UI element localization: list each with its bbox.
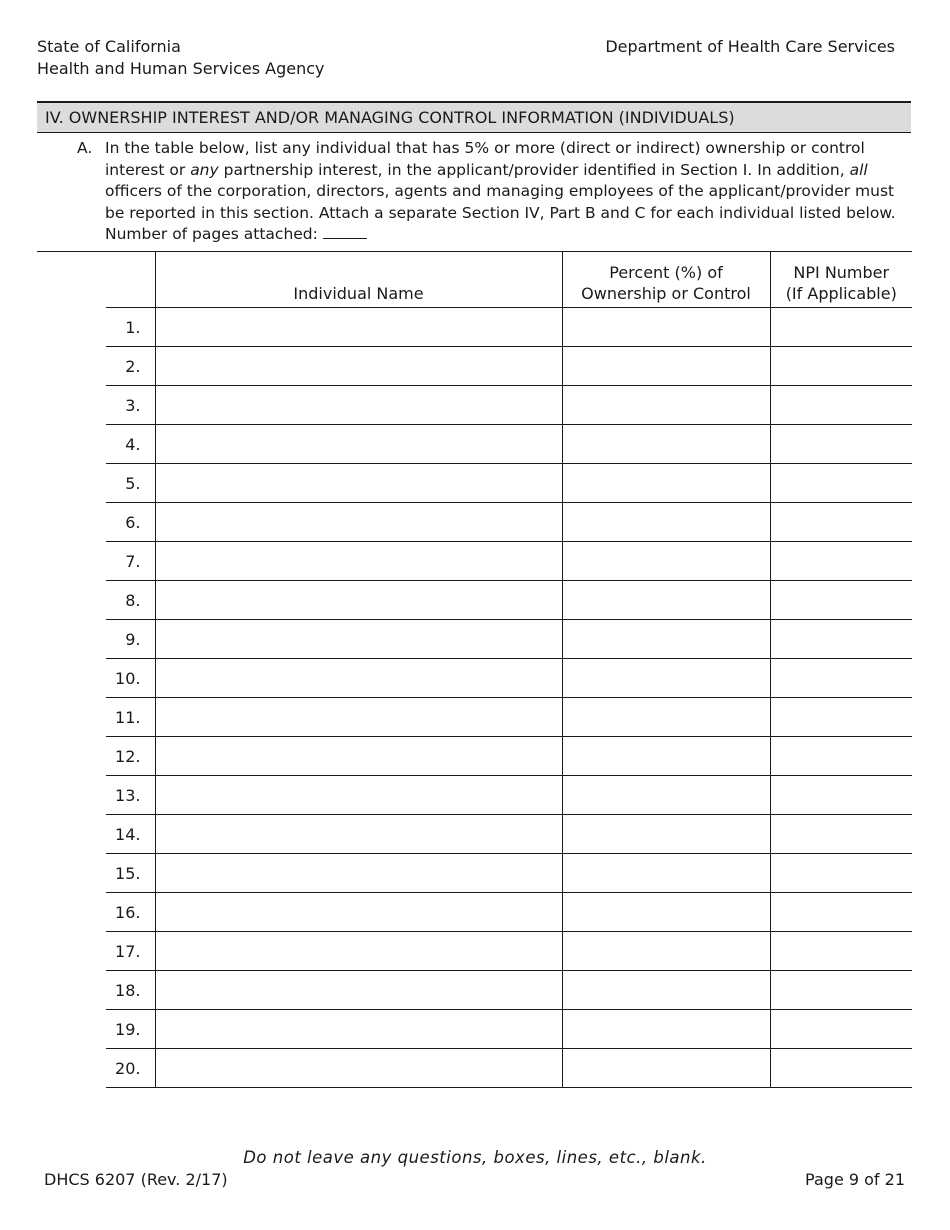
state-name: State of California bbox=[37, 37, 181, 56]
percent-ownership-cell[interactable] bbox=[562, 308, 770, 347]
footer-warning: Do not leave any questions, boxes, lines, etc., blank. bbox=[243, 1148, 707, 1167]
npi-number-cell[interactable] bbox=[770, 776, 912, 815]
npi-number-cell[interactable] bbox=[770, 737, 912, 776]
department-name: Department of Health Care Services bbox=[605, 37, 895, 56]
instruction-emphasis-all: all bbox=[849, 160, 868, 179]
percent-ownership-cell[interactable] bbox=[562, 620, 770, 659]
percent-ownership-cell[interactable] bbox=[562, 815, 770, 854]
percent-header-line1: Percent (%) of bbox=[609, 263, 723, 282]
row-number: 8. bbox=[106, 581, 155, 620]
pages-attached-field[interactable] bbox=[323, 238, 367, 239]
row-number: 16. bbox=[106, 893, 155, 932]
npi-number-cell[interactable] bbox=[770, 308, 912, 347]
individual-name-cell[interactable] bbox=[155, 542, 562, 581]
percent-ownership-cell[interactable] bbox=[562, 893, 770, 932]
row-number: 3. bbox=[106, 386, 155, 425]
percent-ownership-cell[interactable] bbox=[562, 503, 770, 542]
percent-ownership-cell[interactable] bbox=[562, 776, 770, 815]
row-number: 12. bbox=[106, 737, 155, 776]
individual-name-cell[interactable] bbox=[155, 737, 562, 776]
table-row bbox=[106, 581, 912, 620]
percent-ownership-cell[interactable] bbox=[562, 1049, 770, 1088]
row-number: 5. bbox=[106, 464, 155, 503]
percent-ownership-header bbox=[562, 252, 770, 308]
instruction-text-part1: In the table below, list any individual that has 5% or more (direct or indirect) ownership or control interest or bbox=[105, 139, 865, 179]
table-row bbox=[106, 737, 912, 776]
table-row bbox=[106, 425, 912, 464]
table-row bbox=[106, 776, 912, 815]
percent-ownership-cell[interactable] bbox=[562, 737, 770, 776]
individual-name-cell[interactable] bbox=[155, 581, 562, 620]
percent-ownership-cell[interactable] bbox=[562, 659, 770, 698]
table-row bbox=[106, 464, 912, 503]
form-id: DHCS 6207 (Rev. 2/17) bbox=[44, 1170, 228, 1189]
individual-name-header: Individual Name bbox=[155, 252, 562, 308]
ownership-table bbox=[106, 251, 912, 1088]
npi-number-cell[interactable] bbox=[770, 971, 912, 1010]
individual-name-cell[interactable] bbox=[155, 425, 562, 464]
page-number: Page 9 of 21 bbox=[805, 1170, 905, 1189]
instruction-text-part2: partnership interest, in the applicant/provider identified in Section I. In addition, bbox=[218, 160, 850, 179]
agency-header bbox=[37, 36, 325, 80]
npi-number-cell[interactable] bbox=[770, 932, 912, 971]
npi-number-cell[interactable] bbox=[770, 815, 912, 854]
instruction-text bbox=[105, 138, 912, 246]
individual-name-cell[interactable] bbox=[155, 1049, 562, 1088]
individual-name-cell[interactable] bbox=[155, 659, 562, 698]
npi-number-cell[interactable] bbox=[770, 698, 912, 737]
npi-header-line2: (If Applicable) bbox=[785, 284, 897, 303]
row-number: 15. bbox=[106, 854, 155, 893]
individual-name-cell[interactable] bbox=[155, 932, 562, 971]
row-number: 14. bbox=[106, 815, 155, 854]
npi-number-cell[interactable] bbox=[770, 659, 912, 698]
individual-name-cell[interactable] bbox=[155, 620, 562, 659]
row-number: 9. bbox=[106, 620, 155, 659]
percent-ownership-cell[interactable] bbox=[562, 542, 770, 581]
table-row bbox=[106, 893, 912, 932]
table-row bbox=[106, 542, 912, 581]
table-row bbox=[106, 503, 912, 542]
row-number-header bbox=[106, 252, 155, 308]
table-row bbox=[106, 1010, 912, 1049]
npi-number-cell[interactable] bbox=[770, 503, 912, 542]
npi-header-line1: NPI Number bbox=[793, 263, 890, 282]
npi-number-cell[interactable] bbox=[770, 386, 912, 425]
individual-name-cell[interactable] bbox=[155, 776, 562, 815]
individual-name-cell[interactable] bbox=[155, 347, 562, 386]
row-number: 18. bbox=[106, 971, 155, 1010]
individual-name-cell[interactable] bbox=[155, 971, 562, 1010]
table-row bbox=[106, 971, 912, 1010]
individual-name-cell[interactable] bbox=[155, 386, 562, 425]
table-row bbox=[106, 854, 912, 893]
table-row bbox=[106, 698, 912, 737]
npi-number-cell[interactable] bbox=[770, 1049, 912, 1088]
npi-number-cell[interactable] bbox=[770, 893, 912, 932]
percent-ownership-cell[interactable] bbox=[562, 347, 770, 386]
table-row bbox=[106, 620, 912, 659]
npi-number-cell[interactable] bbox=[770, 1010, 912, 1049]
table-header-row bbox=[106, 252, 912, 308]
individual-name-cell[interactable] bbox=[155, 1010, 562, 1049]
instruction-paragraph bbox=[77, 138, 912, 246]
individual-name-cell[interactable] bbox=[155, 464, 562, 503]
instruction-emphasis-any: any bbox=[190, 160, 219, 179]
npi-number-cell[interactable] bbox=[770, 620, 912, 659]
row-number: 6. bbox=[106, 503, 155, 542]
individual-name-cell[interactable] bbox=[155, 893, 562, 932]
row-number: 4. bbox=[106, 425, 155, 464]
npi-number-cell[interactable] bbox=[770, 464, 912, 503]
table-row bbox=[106, 308, 912, 347]
row-number: 11. bbox=[106, 698, 155, 737]
table-row bbox=[106, 815, 912, 854]
percent-ownership-cell[interactable] bbox=[562, 464, 770, 503]
individual-name-cell[interactable] bbox=[155, 815, 562, 854]
npi-number-cell[interactable] bbox=[770, 542, 912, 581]
agency-name: Health and Human Services Agency bbox=[37, 59, 325, 78]
individual-name-cell[interactable] bbox=[155, 698, 562, 737]
table-row bbox=[106, 386, 912, 425]
instruction-text-part3: officers of the corporation, directors, agents and managing employees of the applicant/provider must be reported in this section. Attach a separate Section IV, Part B and C for each individual listed below. Number of pages attached: bbox=[105, 182, 896, 243]
percent-ownership-cell[interactable] bbox=[562, 698, 770, 737]
npi-number-cell[interactable] bbox=[770, 425, 912, 464]
percent-ownership-cell[interactable] bbox=[562, 386, 770, 425]
table-row bbox=[106, 347, 912, 386]
npi-number-cell[interactable] bbox=[770, 854, 912, 893]
percent-ownership-cell[interactable] bbox=[562, 971, 770, 1010]
percent-ownership-cell[interactable] bbox=[562, 1010, 770, 1049]
row-number: 19. bbox=[106, 1010, 155, 1049]
row-number: 2. bbox=[106, 347, 155, 386]
percent-ownership-cell[interactable] bbox=[562, 854, 770, 893]
row-number: 10. bbox=[106, 659, 155, 698]
table-row bbox=[106, 659, 912, 698]
table-row bbox=[106, 1049, 912, 1088]
percent-ownership-cell[interactable] bbox=[562, 425, 770, 464]
row-number: 13. bbox=[106, 776, 155, 815]
section-title: IV. OWNERSHIP INTEREST AND/OR MANAGING CONTROL INFORMATION (INDIVIDUALS) bbox=[37, 101, 911, 133]
percent-ownership-cell[interactable] bbox=[562, 581, 770, 620]
row-number: 1. bbox=[106, 308, 155, 347]
instruction-letter: A. bbox=[77, 139, 93, 157]
npi-number-cell[interactable] bbox=[770, 347, 912, 386]
percent-ownership-cell[interactable] bbox=[562, 932, 770, 971]
table-row bbox=[106, 932, 912, 971]
npi-number-header bbox=[770, 252, 912, 308]
individual-name-cell[interactable] bbox=[155, 503, 562, 542]
percent-header-line2: Ownership or Control bbox=[581, 284, 751, 303]
row-number: 20. bbox=[106, 1049, 155, 1088]
individual-name-cell[interactable] bbox=[155, 308, 562, 347]
row-number: 17. bbox=[106, 932, 155, 971]
npi-number-cell[interactable] bbox=[770, 581, 912, 620]
row-number: 7. bbox=[106, 542, 155, 581]
individual-name-cell[interactable] bbox=[155, 854, 562, 893]
